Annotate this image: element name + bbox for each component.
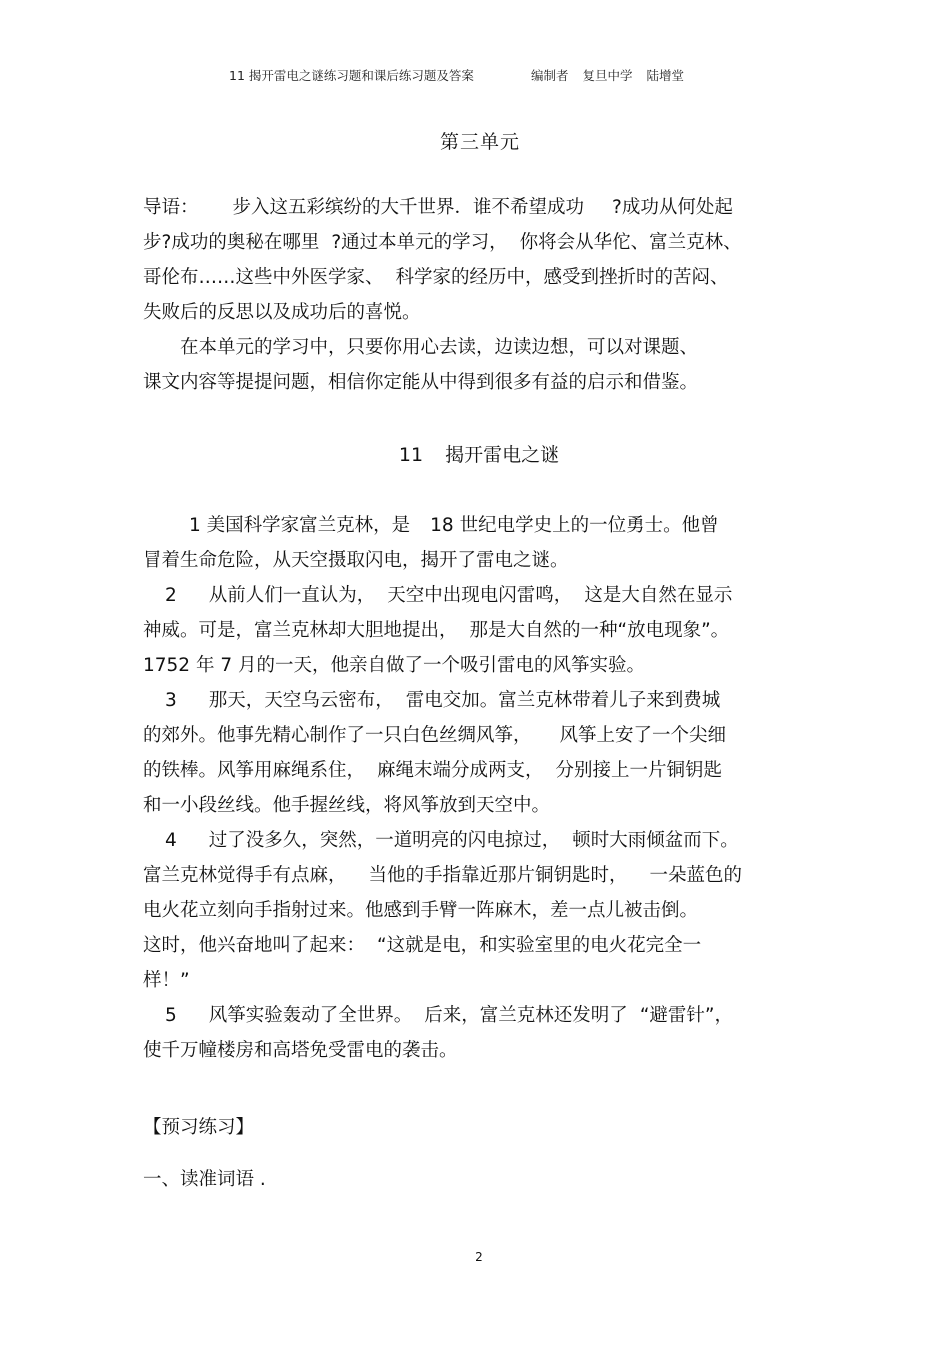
header-author-label: 编制者 [531, 68, 569, 83]
header-author-name: 陆增堂 [646, 68, 685, 83]
exercise-heading: 一、读准词语 . [143, 1169, 266, 1190]
text-line [143, 858, 823, 893]
text-line [143, 963, 823, 998]
text-segment: 一朵蓝色的 [649, 865, 743, 886]
text-segment: 雷电交加。富兰克林带着儿子来到费城 [405, 690, 721, 711]
header-author [531, 66, 694, 84]
text-segment: “这就是电，和实验室里的电火花完全一 [377, 935, 702, 956]
unit-title: 第三单元 [439, 131, 520, 153]
text-line [143, 683, 823, 718]
paragraph-number: 3 [165, 690, 177, 711]
intro-text: 课文内容等提提问题，相信你定能从中得到很多有益的启示和借鉴。 [143, 372, 699, 393]
intro-text: ?成功从何处起 [612, 197, 733, 218]
text-line [143, 718, 823, 753]
text-segment: 这时，他兴奋地叫了起来： [143, 935, 366, 956]
intro-text: ?通过本单元的学习， [331, 232, 508, 253]
text-segment: 天空中出现电闪雷鸣， [387, 585, 573, 606]
text-segment: 样！” [143, 970, 190, 991]
text-segment: 风筝上安了一个尖细 [559, 725, 727, 746]
paragraph-number: 2 [165, 585, 177, 606]
text-segment: 过了没多久，突然，一道明亮的闪电掠过， [208, 830, 561, 851]
page-number: 2 [475, 1250, 483, 1264]
text-line [143, 753, 823, 788]
text-line [143, 893, 823, 928]
text-segment: 分别接上一片铜钥匙 [555, 760, 723, 781]
text-segment: 富兰克林觉得手有点麻， [143, 865, 347, 886]
intro-line [143, 190, 823, 225]
text-segment: 那天，天空乌云密布， [208, 690, 394, 711]
text-segment: 的郊外。他事先精心制作了一只白色丝绸风筝， [143, 725, 532, 746]
intro-text: 步?成功的奥秘在哪里 [143, 232, 320, 253]
text-line [143, 613, 823, 648]
text-line [143, 788, 823, 823]
intro-line [143, 225, 823, 260]
intro-text: 哥伦布……这些中外医学家、 [143, 267, 384, 288]
lesson-title [0, 440, 950, 467]
header-title: 11 揭开雷电之谜练习题和课后练习题及答案 [229, 68, 474, 83]
text-segment: 从前人们一直认为， [208, 585, 376, 606]
header-school: 复旦中学 [582, 68, 633, 83]
paragraph-number: 5 [165, 1005, 177, 1026]
lesson-number: 11 [398, 444, 424, 466]
text-line [143, 823, 823, 858]
text-line [143, 928, 823, 963]
intro-line [143, 260, 823, 295]
text-line [143, 543, 823, 578]
text-segment: 那是大自然的一种“放电现象”。 [469, 620, 730, 641]
text-segment: 电火花立刻向手指射过来。他感到手臂一阵麻木，差一点儿被击倒。 [143, 900, 699, 921]
text-segment: 风筝实验轰动了全世界。 [208, 1005, 413, 1026]
paragraph-number: 4 [165, 830, 177, 851]
intro-text: 失败后的反思以及成功后的喜悦。 [143, 302, 421, 323]
text-segment: 顿时大雨倾盆而下。 [572, 830, 739, 851]
intro-text: 步入这五彩缤纷的大千世界．谁不希望成功 [232, 197, 585, 218]
text-line [143, 508, 823, 543]
lesson-text [143, 508, 823, 1068]
text-segment: 1 美国科学家富兰克林，是 [189, 515, 411, 536]
text-segment: 1752 年 7 月的一天，他亲自做了一个吸引雷电的风筝实验。 [143, 655, 645, 676]
text-segment: 后来，富兰克林还发明了 [424, 1005, 628, 1026]
intro-line [143, 295, 823, 330]
intro-text: 科学家的经历中，感受到挫折时的苦闷、 [395, 267, 729, 288]
intro-paragraph [143, 190, 823, 400]
preview-heading: 【预习练习】 [143, 1117, 255, 1138]
text-segment: 神威。可是，富兰克林却大胆地提出， [143, 620, 458, 641]
text-segment: “避雷针”， [639, 1005, 733, 1026]
intro-text: 在本单元的学习中，只要你用心去读，边读边想，可以对课题、 [180, 337, 699, 358]
text-segment: 这是大自然在显示 [584, 585, 733, 606]
text-segment: 的铁棒。风筝用麻绳系住， [143, 760, 366, 781]
text-line [143, 1033, 823, 1068]
intro-line [143, 330, 823, 365]
text-line [143, 998, 823, 1033]
text-segment: 18 世纪电学史上的一位勇士。他曾 [430, 515, 719, 536]
text-segment: 当他的手指靠近那片铜钥匙时， [368, 865, 628, 886]
text-segment: 麻绳末端分成两支， [377, 760, 544, 781]
text-line [143, 648, 823, 683]
text-segment: 使千万幢楼房和高塔免受雷电的袭击。 [143, 1040, 458, 1061]
intro-line [143, 365, 823, 400]
text-segment: 和一小段丝线。他手握丝线，将风筝放到天空中。 [143, 795, 551, 816]
text-segment: 冒着生命危险，从天空摄取闪电，揭开了雷电之谜。 [143, 550, 569, 571]
intro-label: 导语： [143, 197, 199, 218]
text-line [143, 578, 823, 613]
lesson-name: 揭开雷电之谜 [445, 444, 560, 466]
intro-text: 你将会从华佗、富兰克林、 [519, 232, 742, 253]
